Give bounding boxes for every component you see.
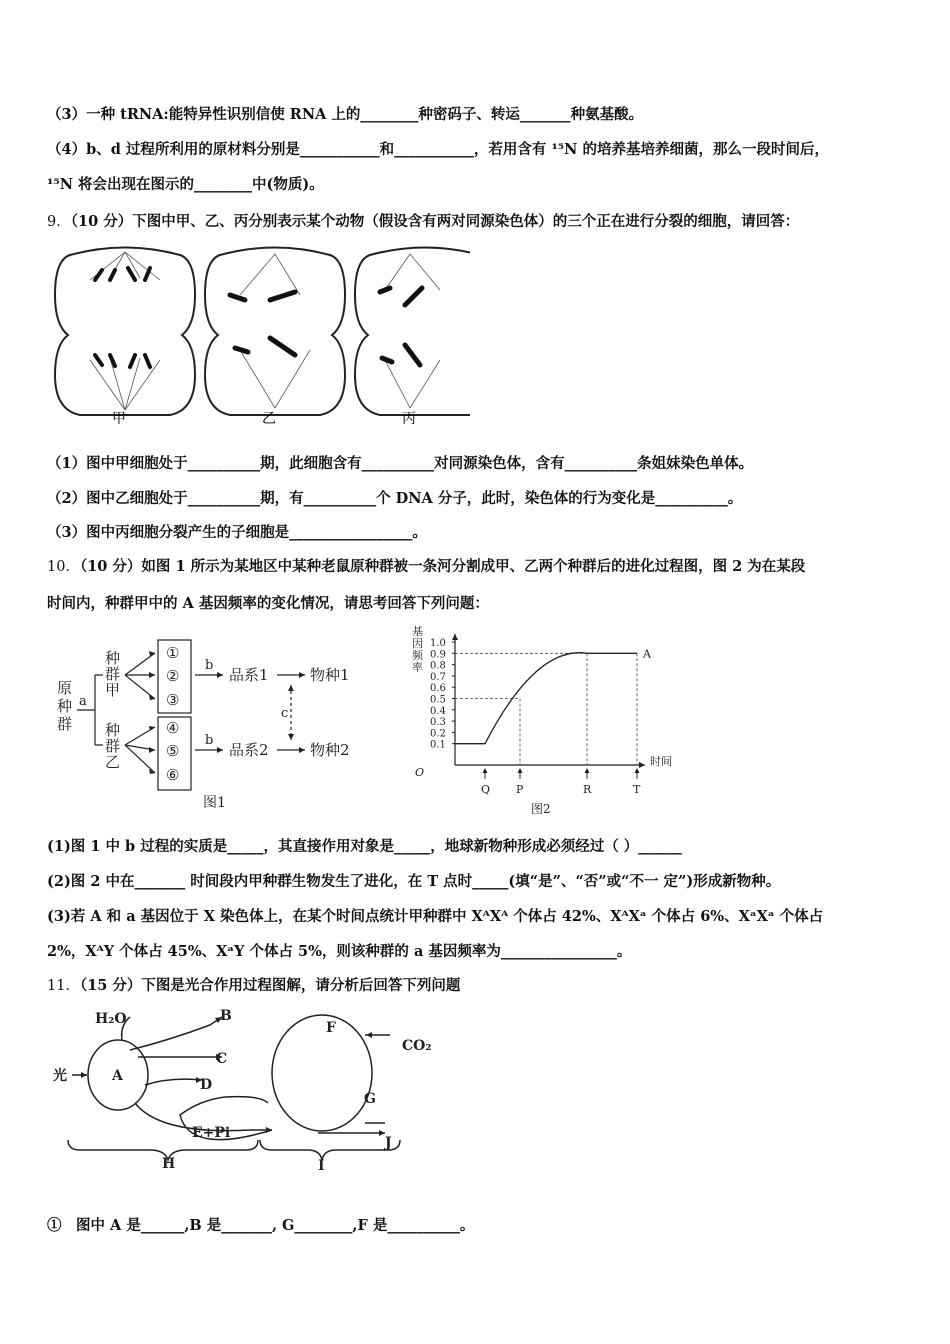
chart-x-tick-label: Q xyxy=(481,783,491,796)
q11-text: （15 分）下图是光合作用过程图解，请分析后回答下列问题 xyxy=(79,977,461,994)
q9-part3: （3）图中丙细胞分裂产生的子细胞是_________________。 xyxy=(47,524,427,541)
fig1-origin-1: 原 xyxy=(57,679,73,697)
photosynthesis-diagram xyxy=(50,1005,450,1175)
chart-y-tick-label: 0.8 xyxy=(430,660,446,672)
photo-j: J xyxy=(385,1135,392,1151)
chart-y-tick-label: 0.4 xyxy=(430,705,446,717)
photo-g: G xyxy=(364,1091,376,1107)
q10-part3-line1: (3)若 A 和 a 基因位于 X 染色体上，在某个时间点统计甲种群中 XᴬXᴬ 个体占 42%、XᴬXᵃ 个体占 6%、XᵃXᵃ 个体占 xyxy=(47,908,824,925)
chart-y-tick-label: 0.7 xyxy=(430,671,446,683)
q10-part1: (1)图 1 中 b 过程的实质是_____，其直接作用对象是_____，地球新物种形成必须经过（ ）______ xyxy=(47,838,682,855)
chart-x-tick-label: T xyxy=(633,783,641,796)
q9-part2: （2）图中乙细胞处于__________期，有__________个 DNA 分子，此时，染色体的行为变化是__________。 xyxy=(47,490,743,507)
chart-ylabel-4: 率 xyxy=(412,661,423,674)
q8-part4-line1: （4）b、d 过程所利用的原材料分别是___________和___________，若用含有 ¹⁵N 的培养基培养细菌，那么一段时间后， xyxy=(47,141,829,158)
chart-x-tick-head xyxy=(483,768,488,773)
chart-series-label: A xyxy=(643,647,651,661)
evolution-figure-1 xyxy=(55,635,375,820)
fig1-c-label: c xyxy=(281,706,289,721)
q11-header xyxy=(47,974,460,995)
cell-division-figure xyxy=(50,240,470,430)
chart-y-tick-label: 1.0 xyxy=(430,638,446,649)
cell-bing xyxy=(355,248,470,428)
fig1-origin-2: 种 xyxy=(57,697,73,715)
fig1-pop-yi-3: 乙 xyxy=(105,753,121,771)
q8-part4-line2: ¹⁵N 将会出现在图示的________中(物质)。 xyxy=(47,176,324,193)
cell-bing-label: 丙 xyxy=(402,411,416,427)
fig1-b-top: b xyxy=(205,658,214,673)
q10-number: 10． xyxy=(47,559,80,575)
fig1-pop-yi-2: 群 xyxy=(105,737,121,755)
photo-a: A xyxy=(112,1068,123,1084)
fig1-strain-2: 品系2 xyxy=(229,741,269,759)
photo-h: H xyxy=(162,1156,176,1172)
q9-part1: （1）图中甲细胞处于__________期，此细胞含有__________对同源染色体，含有__________条姐妹染色单体。 xyxy=(47,455,754,472)
chart-y-tick-label: 0.6 xyxy=(430,683,446,695)
q10-part3-line2: 2%，XᴬY 个体占 45%、XᵃY 个体占 5%，则该种群的 a 基因频率为________________。 xyxy=(47,943,632,960)
fig1-strain-1: 品系1 xyxy=(229,666,269,684)
q10-text: （10 分）如图 1 所示为某地区中某种老鼠原种群被一条河分割成甲、乙两个种群后的进化过程图，图 2 为在某段 xyxy=(79,558,806,575)
chart-x-tick-label: P xyxy=(516,783,524,796)
q9-text: （10 分）下图中甲、乙、丙分别表示某个动物（假设含有两对同源染色体）的三个正在进行分裂的细胞，请回答： xyxy=(70,213,800,230)
q10-text-line2: 时间内，种群甲中的 A 基因频率的变化情况，请思考回答下列问题： xyxy=(47,595,489,612)
fig1-pop-jia-1: 种 xyxy=(105,649,121,667)
fig1-circle-6: ⑥ xyxy=(166,766,180,784)
photo-i: I xyxy=(318,1158,325,1174)
q10-part2: (2)图 2 中在_______ 时间段内甲种群生物发生了进化，在 T 点时_____(填“是”、“否”或“不一 定”)形成新物种。 xyxy=(47,873,781,890)
fig1-pop-jia-2: 群 xyxy=(105,665,121,683)
fig1-species-1: 物种1 xyxy=(310,666,350,684)
photo-h2o: H₂O xyxy=(95,1011,127,1027)
chart-y-tick-label: 0.5 xyxy=(430,694,446,706)
fig1-circle-4: ④ xyxy=(166,719,180,737)
chart-y-tick-label: 0.9 xyxy=(430,649,446,661)
fig1-circle-1: ① xyxy=(166,644,180,662)
chart-x-tick-head xyxy=(518,768,523,773)
chart-origin: O xyxy=(415,766,425,779)
cell-jia-label: 甲 xyxy=(112,411,126,427)
fig1-circle-2: ② xyxy=(166,667,180,685)
allele-frequency-chart xyxy=(405,620,695,820)
fig1-caption: 图1 xyxy=(203,795,226,811)
chart-caption: 图2 xyxy=(531,802,551,816)
photo-d: D xyxy=(200,1077,213,1093)
fig1-label-a: a xyxy=(79,694,87,709)
photo-f: F xyxy=(326,1020,336,1036)
photo-light: 光 xyxy=(53,1068,67,1084)
fig1-circle-5: ⑤ xyxy=(166,742,180,760)
fig1-origin-3: 群 xyxy=(57,715,73,733)
chart-xlabel: 时间 xyxy=(650,755,672,768)
chart-ylabel-3: 频 xyxy=(412,649,423,662)
chart-x-arrow xyxy=(639,762,645,768)
fig1-species-2: 物种2 xyxy=(310,741,350,759)
photo-c: C xyxy=(216,1051,228,1067)
photo-epi: E+Pi xyxy=(192,1125,231,1141)
photo-co2: CO₂ xyxy=(402,1038,432,1054)
cell-yi-label: 乙 xyxy=(262,411,276,427)
chart-x-tick-head xyxy=(635,768,640,773)
fig1-pop-yi-1: 种 xyxy=(105,721,121,739)
fig1-circle-3: ③ xyxy=(166,691,180,709)
q9-header xyxy=(47,210,799,231)
q8-part3: （3）一种 tRNA:能特异性识别信使 RNA 上的________种密码子、转运_______种氨基酸。 xyxy=(47,106,644,123)
chart-x-tick-head xyxy=(585,768,590,773)
chart-ylabel-2: 因 xyxy=(412,637,423,650)
q10-header xyxy=(47,555,805,576)
cell-jia xyxy=(55,248,195,428)
fig1-b-bottom: b xyxy=(205,733,214,748)
fig1-pop-jia-3: 甲 xyxy=(105,681,121,699)
q11-part1: ① 图中 A 是______,B 是_______, G________,F 是__________。 xyxy=(47,1217,475,1234)
chart-y-tick-label: 0.3 xyxy=(430,717,446,729)
chart-ylabel-1: 基 xyxy=(412,625,423,638)
cell-yi xyxy=(205,248,345,428)
chart-y-tick-label: 0.1 xyxy=(430,739,446,751)
chart-x-tick-label: R xyxy=(583,783,592,796)
q9-number: 9． xyxy=(47,214,71,230)
chart-y-arrow xyxy=(452,634,458,640)
photo-b: B xyxy=(220,1008,232,1024)
q11-number: 11． xyxy=(47,978,80,994)
chart-y-tick-label: 0.2 xyxy=(430,728,446,740)
